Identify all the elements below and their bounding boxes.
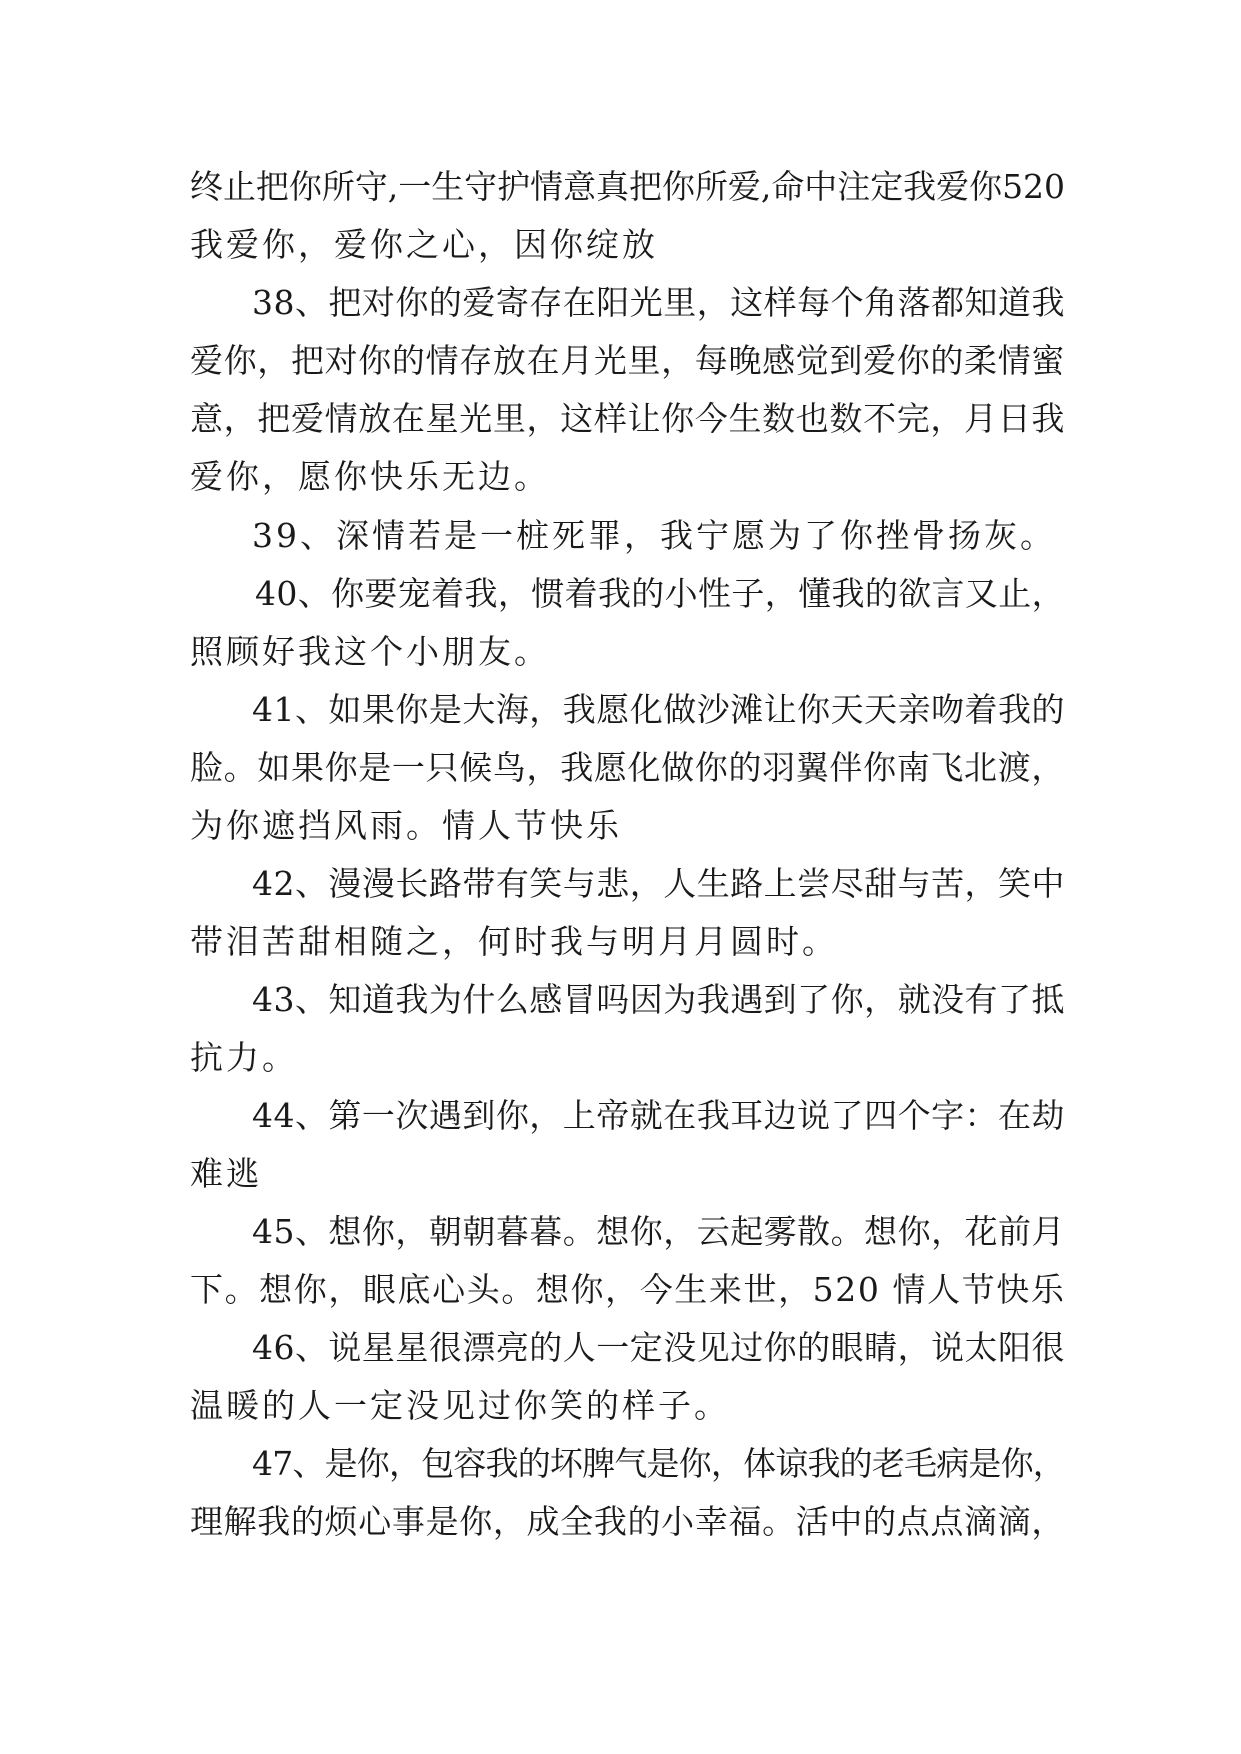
text-line: 难逃	[190, 1154, 262, 1193]
text-line: 为你遮挡风雨。情人节快乐	[190, 806, 622, 845]
text-line: 温暖的人一定没见过你笑的样子。	[190, 1386, 730, 1425]
text-line: 47、是你，包容我的坏脾气是你，体谅我的老毛病是你，	[252, 1444, 1065, 1483]
text-line: 照顾好我这个小朋友。	[190, 632, 550, 671]
text-line: 41、如果你是大海，我愿化做沙滩让你天天亲吻着我的	[252, 690, 1065, 729]
text-line: 带泪苦甜相随之，何时我与明月月圆时。	[190, 922, 838, 961]
text-line: 我爱你，爱你之心，因你绽放	[190, 225, 658, 264]
text-line: 终止把你所守,一生守护情意真把你所爱,命中注定我爱你520	[190, 167, 1065, 206]
text-line: 下。想你，眼底心头。想你，今生来世，520 情人节快乐	[190, 1270, 1066, 1309]
text-line: 43、知道我为什么感冒吗因为我遇到了你，就没有了抵	[252, 980, 1065, 1019]
text-line: 爱你，愿你快乐无边。	[190, 457, 550, 496]
text-line: 爱你，把对你的情存放在月光里，每晚感觉到爱你的柔情蜜	[190, 341, 1065, 380]
text-line: 39、深情若是一桩死罪，我宁愿为了你挫骨扬灰。	[252, 516, 1056, 555]
text-line: 45、想你，朝朝暮暮。想你，云起雾散。想你，花前月	[252, 1212, 1065, 1251]
text-line: 理解我的烦心事是你，成全我的小幸福。活中的点点滴滴，	[190, 1502, 1065, 1541]
text-line: 46、说星星很漂亮的人一定没见过你的眼睛，说太阳很	[252, 1328, 1065, 1367]
text-line: 44、第一次遇到你，上帝就在我耳边说了四个字：在劫	[252, 1096, 1065, 1135]
text-line: 脸。如果你是一只候鸟，我愿化做你的羽翼伴你南飞北渡，	[190, 748, 1065, 787]
text-line: 42、漫漫长路带有笑与悲，人生路上尝尽甜与苦，笑中	[252, 864, 1065, 903]
text-line: 38、把对你的爱寄存在阳光里，这样每个角落都知道我	[252, 283, 1065, 322]
text-line: 抗力。	[190, 1038, 298, 1077]
text-line: 40、你要宠着我，惯着我的小性子，懂我的欲言又止，	[255, 574, 1065, 613]
text-line: 意，把爱情放在星光里，这样让你今生数也数不完，月日我	[190, 399, 1065, 438]
